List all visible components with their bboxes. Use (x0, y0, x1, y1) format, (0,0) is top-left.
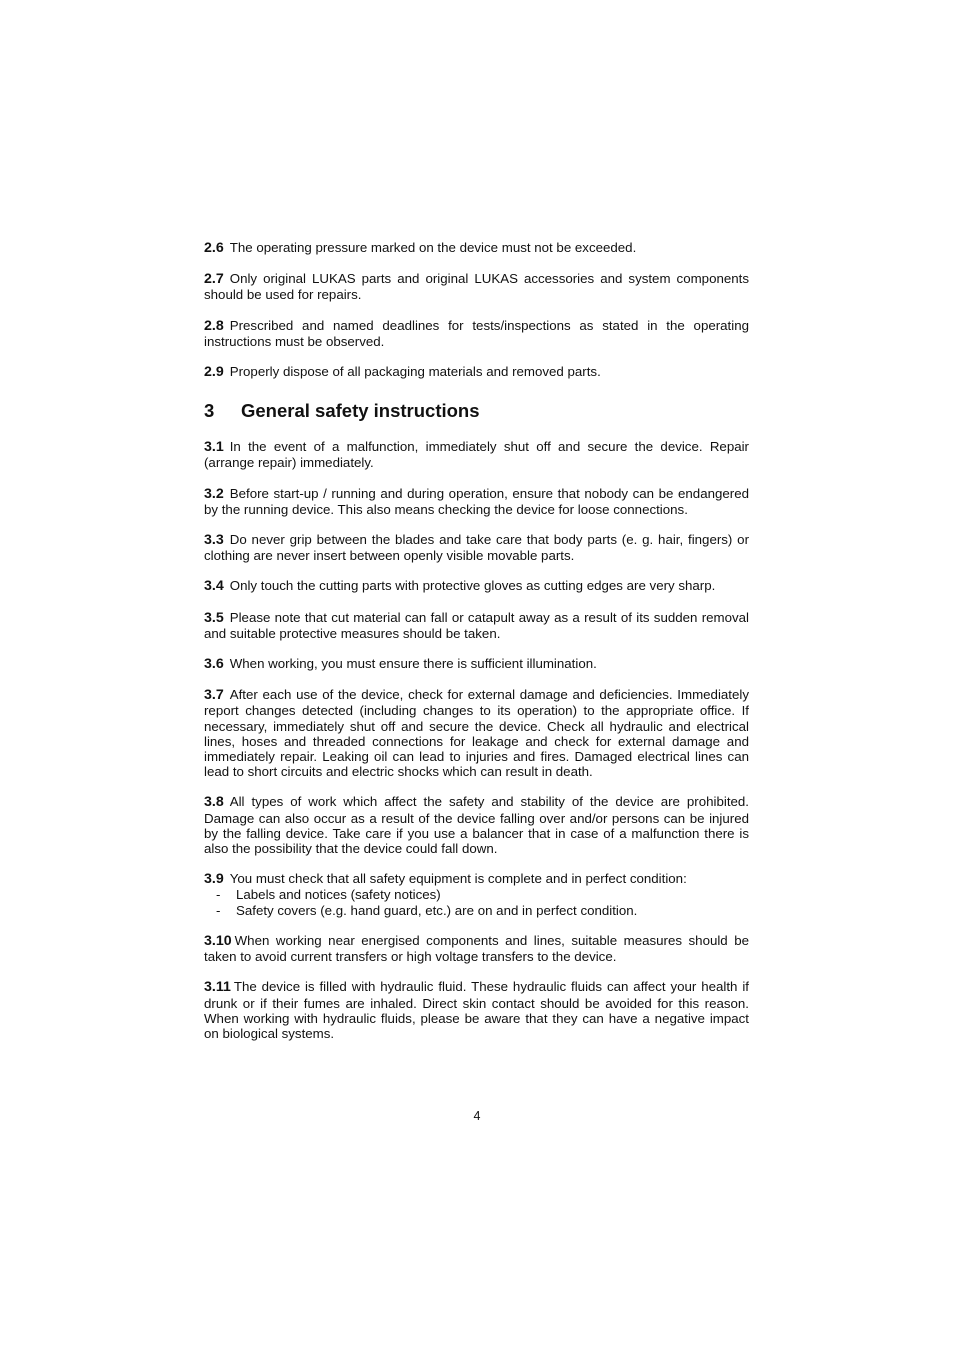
item-number: 3.6 (204, 656, 224, 673)
item-text: Only touch the cutting parts with protective gloves as cutting edges are very sharp. (229, 578, 716, 594)
item-number: 3.8 (204, 794, 224, 811)
item-text: When working, you must ensure there is sufficient illumination. (229, 656, 597, 672)
section-title: General safety instructions (241, 400, 480, 422)
item-text: Please note that cut material can fall or catapult away as a result of its sudden removal and suitable protective measures should be taken. (204, 609, 749, 641)
section-heading (204, 400, 749, 422)
safety-equipment-list (204, 887, 749, 917)
item-text: Only original LUKAS parts and original LUKAS accessories and system components should be used for repairs. (204, 271, 749, 303)
item-2-9 (204, 364, 749, 380)
item-number: 3.7 (204, 687, 224, 704)
item-2-6 (204, 240, 749, 256)
item-3-5 (204, 610, 749, 641)
item-3-11 (204, 979, 749, 1041)
page-content (204, 240, 749, 1056)
item-text: Prescribed and named deadlines for tests/inspections as stated in the operating instructions must be observed. (204, 317, 749, 349)
item-number: 3.2 (204, 485, 224, 502)
item-3-8 (204, 794, 749, 856)
item-2-8 (204, 318, 749, 349)
item-text: When working near energised components and lines, suitable measures should be taken to avoid current transfers or high voltage transfers to the device. (204, 932, 749, 965)
item-number: 3.10 (204, 932, 232, 949)
item-text: After each use of the device, check for external damage and deficiencies. Immediately report changes detected (including changes to its operation) to the appropriate office. If necessary, immediately shut off and secure the device. Check all hydraulic and electrical lines, hoses and threaded connections for leakage and check for external damage and immediately repair. Leaking oil can lead to injuries and fires. Damaged electrical lines can lead to short circuits and electric shocks which can result in death. (204, 687, 749, 780)
item-text: The operating pressure marked on the device must not be exceeded. (229, 240, 637, 255)
item-3-2 (204, 486, 749, 517)
item-3-10 (204, 933, 749, 964)
list-item: - Labels and notices (safety notices) (216, 887, 749, 902)
item-number: 2.8 (204, 317, 224, 334)
item-3-7 (204, 687, 749, 779)
item-text: Properly dispose of all packaging materials and removed parts. (229, 364, 601, 380)
item-number: 2.7 (204, 271, 224, 288)
item-3-3 (204, 532, 749, 563)
item-text: In the event of a malfunction, immediately shut off and secure the device. Repair (arrange repair) immediately. (204, 439, 749, 471)
item-3-9-intro (204, 871, 749, 887)
item-number: 2.9 (204, 364, 224, 381)
item-number: 3.9 (204, 871, 224, 888)
item-text: Do never grip between the blades and take care that body parts (e. g. hair, fingers) or clothing are never insert between openly visible movable parts. (204, 532, 749, 564)
item-2-7 (204, 271, 749, 302)
page-number: 4 (473, 1109, 481, 1123)
item-text: The device is filled with hydraulic fluid. These hydraulic fluids can affect your health if drunk or if their fumes are inhaled. Direct skin contact should be avoided for this reason. When working with hydraulic fluids, please be aware that they can have a negative impact on biological systems. (204, 979, 749, 1041)
item-3-1 (204, 439, 749, 470)
item-number: 3.11 (204, 979, 231, 996)
item-3-9 (204, 871, 749, 918)
item-number: 3.4 (204, 578, 224, 595)
item-3-6 (204, 656, 749, 672)
item-number: 3.1 (204, 439, 224, 456)
item-3-4 (204, 578, 749, 594)
item-number: 3.3 (204, 532, 224, 549)
item-text: Before start-up / running and during operation, ensure that nobody can be endangered by the running device. This also means checking the device for loose connections. (204, 485, 749, 517)
item-text: You must check that all safety equipment is complete and in perfect condition: (229, 871, 687, 887)
list-item: - Safety covers (e.g. hand guard, etc.) are on and in perfect condition. (216, 903, 749, 918)
item-number: 2.6 (204, 240, 224, 256)
item-number: 3.5 (204, 609, 224, 626)
section-number: 3 (204, 400, 215, 422)
item-text: All types of work which affect the safety and stability of the device are prohibited. Damage can also occur as a result of the device falling over and/or persons can be injured by the falling device. Take care if you use a balancer that in case of a malfunction there is also the possibility that the device could fall down. (204, 794, 749, 857)
